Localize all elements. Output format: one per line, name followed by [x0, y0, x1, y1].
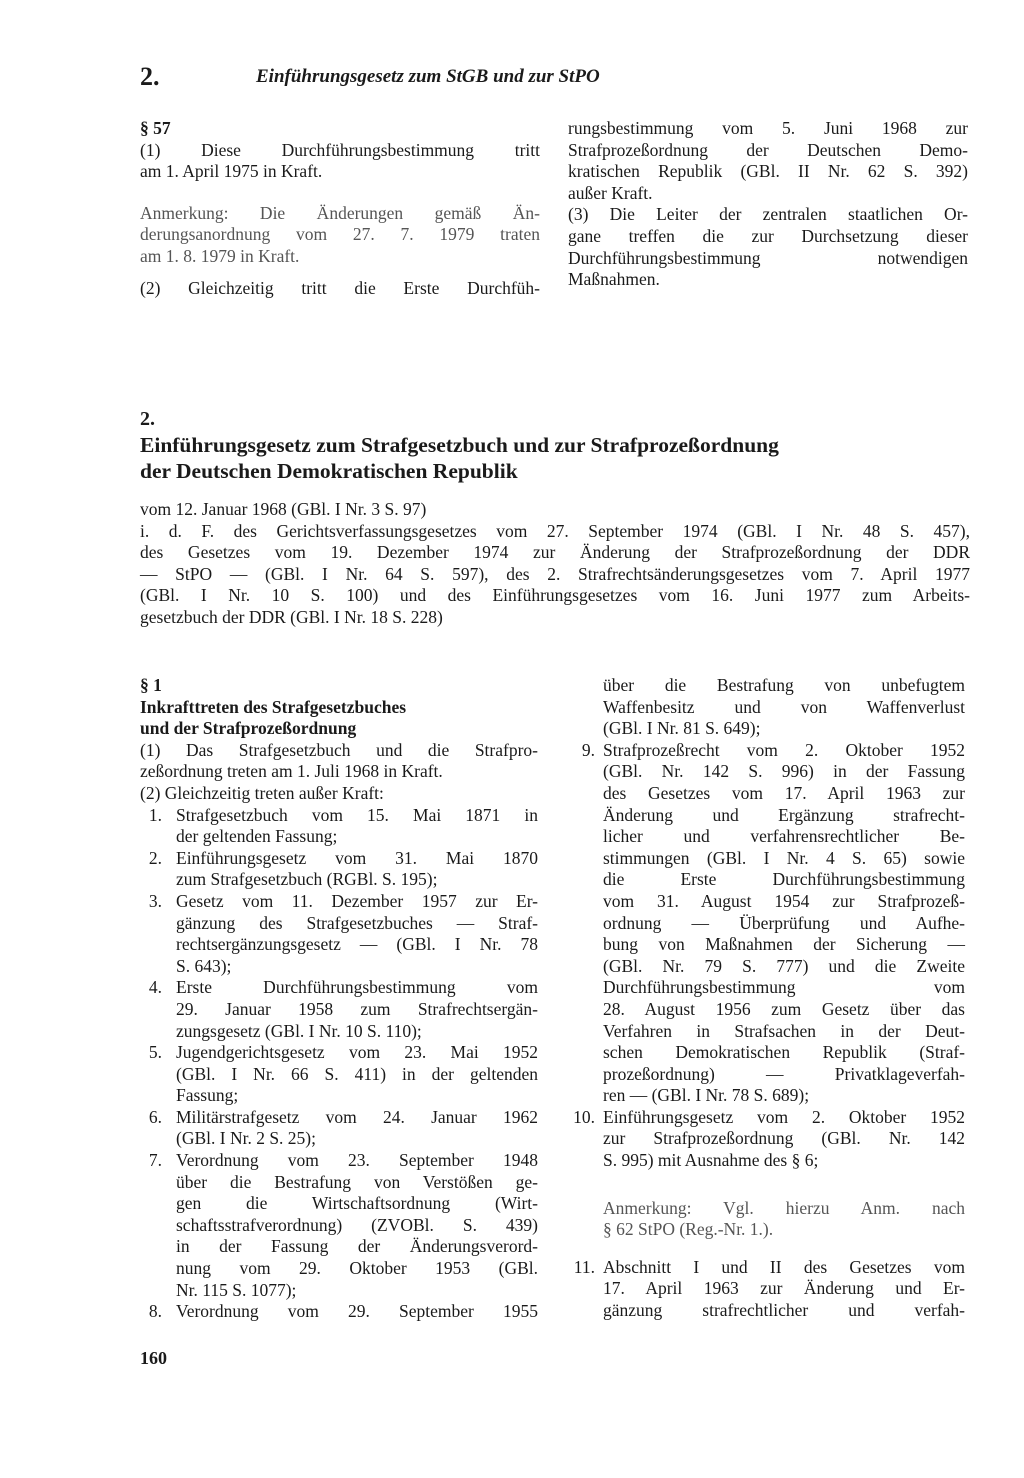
text-line: 17. April 1963 zur Änderung und Er-: [603, 1278, 965, 1299]
text-line: stimmungen (GBl. I Nr. 4 S. 65) sowie: [603, 847, 965, 868]
text-line: am 1. April 1975 in Kraft.: [140, 161, 323, 182]
text-line: — StPO — (GBl. I Nr. 64 S. 597), des 2. Strafrechtsänderungsgesetzes vom 7. April 1977: [140, 563, 970, 584]
title-line: der Deutschen Demokratischen Republik: [140, 459, 518, 483]
text-line: außer Kraft.: [568, 182, 653, 203]
header-title: Einführungsgesetz zum StGB und zur StPO: [256, 66, 600, 87]
lower-left-column: [140, 675, 538, 1323]
heading-line: Inkrafttreten des Strafgesetzbuches: [140, 696, 407, 717]
text-line: (GBl. Nr. 142 S. 996) in der Fassung: [603, 761, 965, 782]
text-line: kratischen Republik (GBl. II Nr. 62 S. 392): [568, 161, 968, 182]
text-line: (1) Diese Durchführungsbestimmung tritt: [140, 139, 540, 160]
text-line: (2) Gleichzeitig tritt die Erste Durchfüh-: [140, 277, 540, 298]
text-line: gane treffen die zur Durchsetzung dieser: [568, 225, 968, 246]
text-line: (GBl. I Nr. 66 S. 411) in der geltenden: [176, 1063, 538, 1084]
title-line: Einführungsgesetz zum Strafgesetzbuch und zur Strafprozeßordnung: [140, 433, 779, 457]
text-line: Fassung;: [176, 1085, 239, 1106]
section-title: [140, 432, 779, 484]
text-line: Strafprozeßordnung der Deutschen Demo-: [568, 139, 968, 160]
text-line: 28. August 1956 zum Gesetz über das: [603, 998, 965, 1019]
text-line: Anmerkung: Vgl. hierzu Anm. nach: [603, 1197, 965, 1218]
text-line: zungsgesetz (GBl. I Nr. 10 S. 110);: [176, 1020, 422, 1041]
text-line: Abschnitt I und II des Gesetzes vom: [603, 1256, 965, 1277]
text-line: Jugendgerichtsgesetz vom 23. Mai 1952: [176, 1042, 538, 1063]
text-line: i. d. F. des Gerichtsverfassungsgesetzes vom 27. September 1974 (GBl. I Nr. 48 S. 457),: [140, 520, 970, 541]
top-left-column: [140, 118, 540, 299]
text-line: (1) Das Strafgesetzbuch und die Strafpro-: [140, 739, 538, 760]
list-item: [565, 740, 965, 1107]
text-line: des Gesetzes vom 17. April 1963 zur: [603, 782, 965, 803]
text-line: Strafprozeßrecht vom 2. Oktober 1952: [603, 739, 965, 760]
text-line: Militärstrafgesetz vom 24. Januar 1962: [176, 1106, 538, 1127]
text-line: bung von Maßnahmen der Sicherung —: [603, 934, 965, 955]
item-number: 4.: [148, 977, 162, 998]
text-line: Strafgesetzbuch vom 15. Mai 1871 in: [176, 804, 538, 825]
text-line: Verfahren in Strafsachen in der Deut-: [603, 1020, 965, 1041]
text-line: (GBl. I Nr. 2 S. 25);: [176, 1128, 316, 1149]
list-item: [140, 1301, 538, 1323]
text-line: licher und verfahrensrechtlicher Be-: [603, 826, 965, 847]
header-number: 2.: [140, 62, 160, 91]
text-line: nung vom 29. Oktober 1953 (GBl.: [176, 1258, 538, 1279]
text-line: Anmerkung: Die Änderungen gemäß Än-: [140, 202, 540, 223]
text-line: zur Strafprozeßordnung (GBl. Nr. 142: [603, 1128, 965, 1149]
paragraph-1: § 1: [140, 675, 162, 695]
text-line: ordnung — Überprüfung und Aufhe-: [603, 912, 965, 933]
text-line: (GBl. I Nr. 10 S. 100) und des Einführungsgesetzes vom 16. Juni 1977 zum Arbeits-: [140, 585, 970, 606]
lower-right-column: [565, 675, 965, 1322]
text-line: rechtsergänzungsgesetz — (GBl. I Nr. 78: [176, 934, 538, 955]
list-item: [140, 848, 538, 891]
page-number: 160: [140, 1348, 167, 1368]
text-line: die Erste Durchführungsbestimmung: [603, 869, 965, 890]
item-number: 11.: [573, 1256, 595, 1277]
text-line: vom 12. Januar 1968 (GBl. I Nr. 3 S. 97): [140, 499, 427, 519]
item-number: 6.: [148, 1106, 162, 1127]
text-line: zeßordnung treten am 1. Juli 1968 in Kraft.: [140, 761, 443, 782]
section-number: 2.: [140, 408, 155, 430]
list-item: [140, 1042, 538, 1107]
heading-line: und der Strafprozeßordnung: [140, 718, 357, 739]
list-item: [140, 977, 538, 1042]
item-number: 3.: [148, 890, 162, 911]
text-line: Verordnung vom 23. September 1948: [176, 1150, 538, 1171]
list-item: [140, 805, 538, 848]
paragraph-57: § 57: [140, 118, 171, 138]
text-line: Verordnung vom 29. September 1955: [176, 1301, 538, 1322]
text-line: Erste Durchführungsbestimmung vom: [176, 977, 538, 998]
text-line: vom 31. August 1954 zur Strafprozeß-: [603, 890, 965, 911]
text-line: gesetzbuch der DDR (GBl. I Nr. 18 S. 228): [140, 606, 443, 627]
text-line: 29. Januar 1958 zum Strafrechtsergän-: [176, 998, 538, 1019]
text-line: gänzung strafrechtlicher und verfah-: [603, 1300, 965, 1321]
text-line: (2) Gleichzeitig treten außer Kraft:: [140, 782, 384, 803]
text-line: Gesetz vom 11. Dezember 1957 zur Er-: [176, 890, 538, 911]
annotation-note: [603, 1198, 965, 1241]
list-item: [140, 1107, 538, 1150]
text-line: (3) Die Leiter der zentralen staatlichen Or-: [568, 204, 968, 225]
item-number: 1.: [148, 804, 162, 825]
text-line: Maßnahmen.: [568, 269, 660, 290]
text-line: über die Bestrafung von unbefugtem: [603, 675, 965, 695]
text-line: schaftsstrafverordnung) (ZVOBl. S. 439): [176, 1214, 538, 1235]
section-source: [140, 499, 970, 629]
text-line: gen die Wirtschaftsordnung (Wirt-: [176, 1193, 538, 1214]
item-number: 10.: [573, 1106, 595, 1127]
text-line: schen Demokratischen Republik (Straf-: [603, 1042, 965, 1063]
list-item: [565, 1257, 965, 1322]
text-line: in der Fassung der Änderungsverord-: [176, 1236, 538, 1257]
text-line: derungsanordnung vom 27. 7. 1979 traten: [140, 224, 540, 245]
text-line: Einführungsgesetz vom 31. Mai 1870: [176, 847, 538, 868]
text-line: zum Strafgesetzbuch (RGBl. S. 195);: [176, 869, 438, 890]
item-number: 2.: [148, 847, 162, 868]
text-line: des Gesetzes vom 19. Dezember 1974 zur Änderung der Strafprozeßordnung der DDR: [140, 542, 970, 563]
item-number: 5.: [148, 1042, 162, 1063]
text-line: Durchführungsbestimmung vom: [603, 977, 965, 998]
text-line: rungsbestimmung vom 5. Juni 1968 zur: [568, 118, 968, 138]
text-line: prozeßordnung) — Privatklageverfah-: [603, 1063, 965, 1084]
text-line: über die Bestrafung von Verstößen ge-: [176, 1171, 538, 1192]
text-line: gänzung des Strafgesetzbuches — Straf-: [176, 912, 538, 933]
text-line: Nr. 115 S. 1077);: [176, 1279, 297, 1300]
text-line: Waffenbesitz und von Waffenverlust: [603, 696, 965, 717]
annotation-note: [140, 203, 540, 268]
text-line: S. 995) mit Ausnahme des § 6;: [603, 1150, 819, 1171]
text-line: ren — (GBl. I Nr. 78 S. 689);: [603, 1085, 810, 1106]
text-line: Änderung und Ergänzung strafrecht-: [603, 804, 965, 825]
item-number: 8.: [148, 1301, 162, 1322]
item-number: 7.: [148, 1150, 162, 1171]
text-line: Durchführungsbestimmung notwendigen: [568, 247, 968, 268]
list-item: [565, 1107, 965, 1172]
text-line: § 62 StPO (Reg.-Nr. 1.).: [603, 1219, 774, 1240]
list-item: [140, 1150, 538, 1301]
text-line: S. 643);: [176, 955, 232, 976]
item-number: 9.: [581, 739, 595, 760]
text-line: Einführungsgesetz vom 2. Oktober 1952: [603, 1106, 965, 1127]
text-line: (GBl. Nr. 79 S. 777) und die Zweite: [603, 955, 965, 976]
top-right-column: [568, 118, 968, 291]
text-line: am 1. 8. 1979 in Kraft.: [140, 245, 300, 266]
list-item: [140, 891, 538, 977]
text-line: der geltenden Fassung;: [176, 826, 338, 847]
paragraph-heading: [140, 697, 538, 740]
text-line: (GBl. I Nr. 81 S. 649);: [603, 718, 761, 739]
